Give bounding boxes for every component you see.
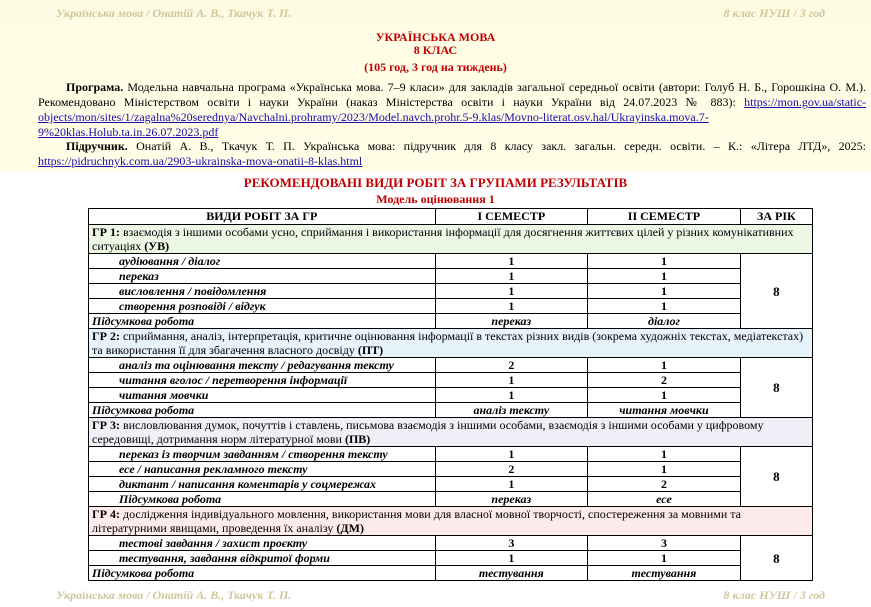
table-row [89,388,813,403]
header-semester-1: І СЕМЕСТР [435,209,588,225]
work-type: створення розповіді / відгук [89,299,436,314]
semester-1-count: 1 [435,269,588,284]
year-total: 8 [740,358,812,418]
table-row [89,462,813,477]
work-type: диктант / написання коментарів у соцмережах [89,477,436,492]
group-description: ГР 4: дослідження індивідуального мовлення, використання мови для власної мовної творчості, спостереження за мовними та літературними явищами, проведення їх аналізу (ДМ) [89,507,813,536]
section-subtitle: Модель оцінювання 1 [376,192,495,206]
group-description: ГР 3: висловлювання думок, почуттів і ставлень, письмова взаємодія з іншими особами, взаємодія з іншими особами у цифровому середовищі, дотримання норм літературної мови (ПВ) [89,418,813,447]
semester-2-count: 3 [588,536,741,551]
header-work-types: ВИДИ РОБІТ ЗА ГР [89,209,436,225]
summary-semester-1: переказ [435,314,588,329]
summary-semester-1: тестування [435,566,588,581]
summary-label: Підсумкова робота [89,403,436,418]
header-semester-2: ІІ СЕМЕСТР [588,209,741,225]
running-footer-right: 8 клас НУШ / 3 год [723,588,825,602]
textbook-paragraph [38,139,866,169]
group-row [89,329,813,358]
group-row [89,225,813,254]
semester-2-count: 1 [588,284,741,299]
semester-1-count: 1 [435,373,588,388]
work-type: есе / написання рекламного тексту [89,462,436,477]
program-paragraph [38,80,866,140]
semester-2-count: 1 [588,358,741,373]
summary-row [89,492,813,507]
summary-semester-2: есе [588,492,741,507]
group-row [89,418,813,447]
work-type: читання мовчки [89,388,436,403]
semester-2-count: 1 [588,299,741,314]
running-footer-left: Українська мова / Онатій А. В., Ткачук Т. П. [56,588,292,602]
textbook-label: Підручник. [66,139,128,153]
table-row [89,269,813,284]
textbook-text: Онатій А. В., Ткачук Т. П. Українська мова: підручник для 8 класу закл. загальн. середн. освіти. – К.: «Літера ЛТД», 2025: [136,139,866,153]
program-link[interactable]: https://mon.gov.ua/static-objects/mon/sites/1/zagalna%20serednya/Navchalni.prohramy/2023/Model.navch.prohr.5-9.klas/Movno-literat.osv.hal/Ukrayinska.mova.7-9%20klas.Holub.ta.in.26.07.2023.pdf [38,95,867,139]
work-type: аналіз та оцінювання тексту / редагування тексту [89,358,436,373]
year-total: 8 [740,447,812,507]
running-header-right: 8 клас НУШ / 3 год [723,6,825,20]
semester-2-count: 1 [588,388,741,403]
group-description: ГР 2: сприймання, аналіз, інтерпретація, критичне оцінювання інформації в текстах різних видів (зокрема художніх текстах, медіатекстах) та використання її для збагачення власного досвіду (ПТ) [89,329,813,358]
semester-1-count: 3 [435,536,588,551]
semester-1-count: 1 [435,477,588,492]
summary-row [89,403,813,418]
table-row [89,373,813,388]
program-text: Модельна навчальна програма «Українська мова. 7–9 класи» для закладів загальної середньої освіти (автори: Голуб Н. Б., Горошкіна О. М.). Рекомендовано Міністерством освіти і науки України (наказ Міністерства освіти і науки України від 24.07.2023 № 883): [38,80,866,109]
semester-2-count: 1 [588,462,741,477]
year-total: 8 [740,536,812,581]
semester-2-count: 1 [588,269,741,284]
program-label: Програма. [66,80,124,94]
table-header-row [89,209,813,225]
semester-2-count: 1 [588,551,741,566]
work-type: тестування, завдання відкритої форми [89,551,436,566]
semester-1-count: 1 [435,388,588,403]
summary-semester-1: переказ [435,492,588,507]
semester-2-count: 1 [588,254,741,269]
semester-1-count: 1 [435,284,588,299]
semester-2-count: 2 [588,373,741,388]
summary-semester-2: діалог [588,314,741,329]
table-row [89,299,813,314]
group-description: ГР 1: взаємодія з іншими особами усно, сприймання і використання інформації для досягнення життєвих цілей у різних комунікативних ситуаціях (УВ) [89,225,813,254]
summary-semester-1: аналіз тексту [435,403,588,418]
summary-label: Підсумкова робота [89,492,436,507]
work-type: аудіювання / діалог [89,254,436,269]
semester-1-count: 1 [435,447,588,462]
summary-row [89,314,813,329]
summary-semester-2: тестування [588,566,741,581]
table-row [89,477,813,492]
doc-title: УКРАЇНСЬКА МОВА [375,30,496,44]
group-row [89,507,813,536]
semester-1-count: 1 [435,551,588,566]
semester-2-count: 1 [588,447,741,462]
semester-1-count: 1 [435,299,588,314]
work-type: тестові завдання / захист проєкту [89,536,436,551]
summary-label: Підсумкова робота [89,314,436,329]
table-row [89,358,813,373]
work-type: переказ із творчим завданням / створення тексту [89,447,436,462]
semester-1-count: 2 [435,462,588,477]
textbook-link[interactable]: https://pidruchnyk.com.ua/2903-ukrainska-mova-onatii-8-klas.html [38,154,363,168]
header-year: ЗА РІК [740,209,812,225]
table-row [89,447,813,462]
semester-1-count: 2 [435,358,588,373]
year-total: 8 [740,254,812,329]
work-type: переказ [89,269,436,284]
table-row [89,551,813,566]
doc-hours: (105 год, 3 год на тиждень) [364,60,507,74]
work-type: читання вголос / перетворення інформації [89,373,436,388]
doc-grade: 8 КЛАС [413,43,458,57]
running-header-left: Українська мова / Онатій А. В., Ткачук Т. П. [56,6,292,20]
section-title: РЕКОМЕНДОВАНІ ВИДИ РОБІТ ЗА ГРУПАМИ РЕЗУЛЬТАТІВ [243,175,628,190]
table-row [89,536,813,551]
summary-label: Підсумкова робота [89,566,436,581]
table-row [89,254,813,269]
semester-2-count: 2 [588,477,741,492]
semester-1-count: 1 [435,254,588,269]
summary-row [89,566,813,581]
table-row [89,284,813,299]
work-type: висловлення / повідомлення [89,284,436,299]
assessment-table [88,208,813,581]
summary-semester-2: читання мовчки [588,403,741,418]
